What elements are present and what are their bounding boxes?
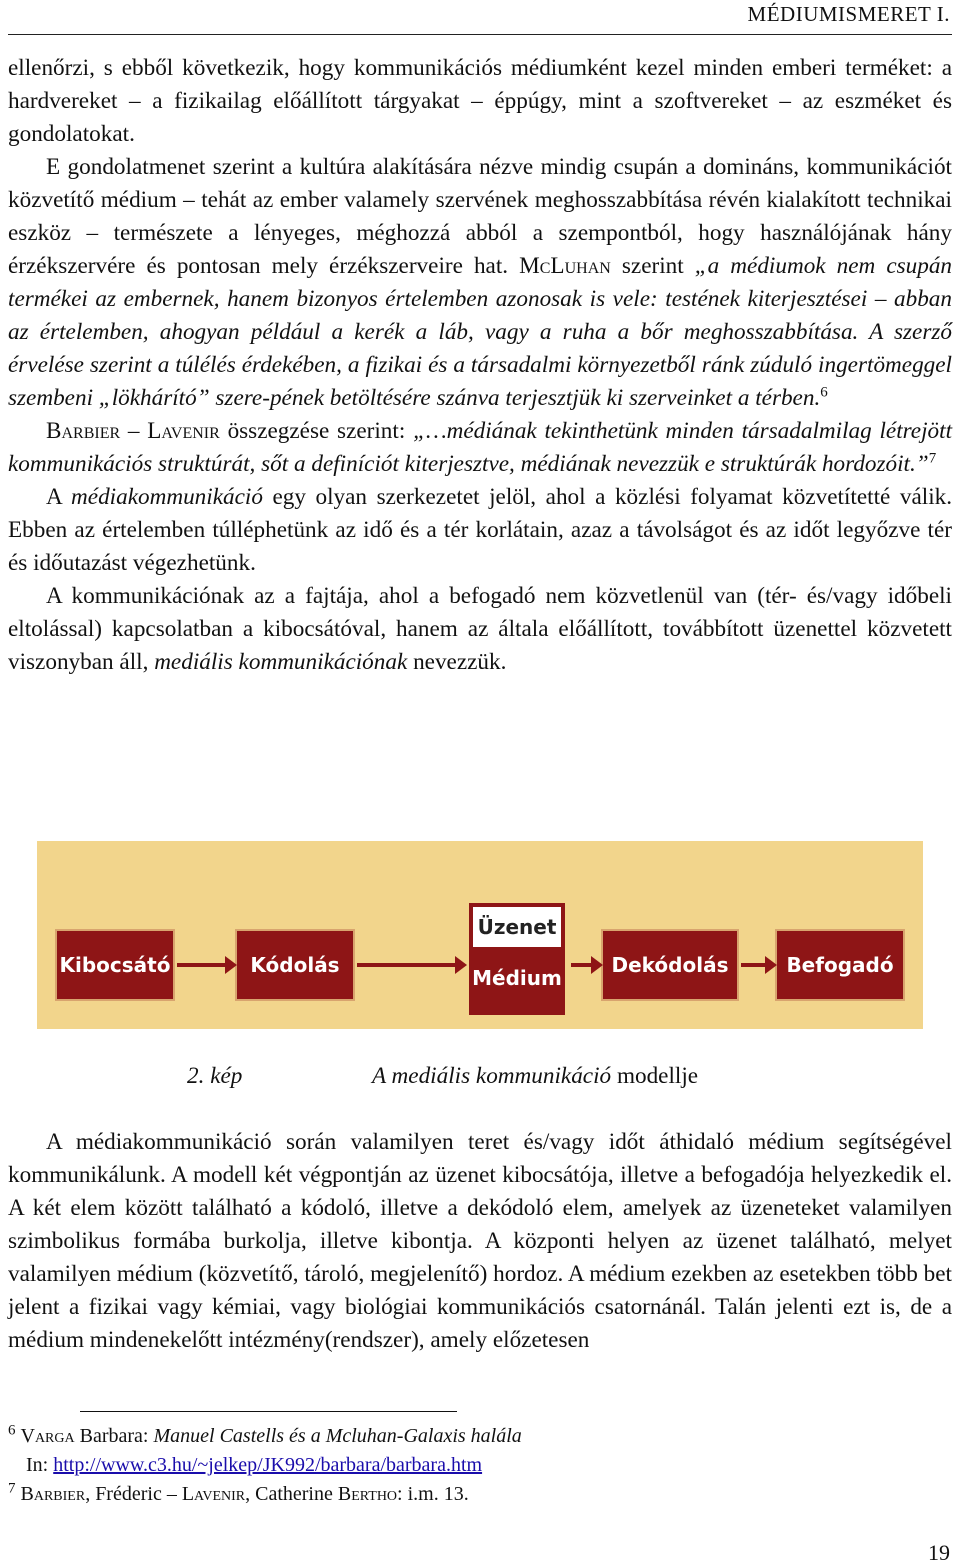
footnote-7-author-3: Bertho: [337, 1483, 398, 1505]
footnote-6: [8, 1422, 948, 1451]
arrow-1: [177, 963, 227, 967]
footnote-7-marker: 7: [8, 1480, 16, 1497]
footnote-ref-6[interactable]: 6: [820, 384, 828, 401]
main-text-2: [8, 1126, 952, 1357]
term-medialis: mediális kommunikációnak: [154, 649, 408, 675]
footnote-6-marker: 6: [8, 1422, 16, 1439]
mcluhan-quote: „a médiumok nem csupán termékei az embernek, hanem bizonyos értelemben azonosak is vele: testének kiterjesztései – abban az értelemben, ahogyan például a kerék a láb, vagy a ruha a bőr meghosszabbítása. A szerző érvelése szerint a túlélés érdekében, a fizikai és a társadalmi környezetből ránk zúduló ingertömeggel szembeni „lökhárító” szere-: [8, 253, 953, 411]
medium-label: Médium: [472, 966, 562, 990]
footnotes: [8, 1422, 948, 1509]
p4-text-a: A: [46, 484, 62, 510]
caption-rest: modellje: [616, 1063, 699, 1089]
footnote-7-author-1: Barbier: [20, 1483, 86, 1505]
header-rule: [8, 34, 952, 35]
footnote-7-author-1-first: , Fréderic –: [85, 1483, 177, 1505]
paragraph-4: [8, 481, 952, 580]
box-kibocsato: Kibocsátó: [57, 931, 173, 999]
box-kodolas: Kódolás: [237, 931, 353, 999]
running-header: MÉDIUMISMERET I.: [747, 2, 950, 26]
paragraph-5: [8, 580, 952, 679]
p4-text-b: egy olyan szerkezetet jelöl, ahol a közlési folyamat közvetítetté válik. Ebben az értelemben túlléphetünk az idő és a tér korlátain, azaz a távolságot és az időt legyőzve tér és időutazást végezhetünk.: [8, 484, 953, 576]
footnote-ref-7[interactable]: 7: [928, 450, 937, 467]
paragraph-6: A médiakommunikáció során valamilyen teret és/vagy időt áthidaló médium segítségével kommunikálunk. A modell két végpontján az üzenet kibocsátója, illetve a befogadója helyezkedik el. A két elem között található a kódoló, illetve a dekódoló elem, amelyek az üzeneteket valamilyen szimbolikus formába burkolja, illetve kibontja. A központi helyen az üzenet található, melyet valamilyen médium (közvetítő, tároló, megjelenítő) hordoz. A médium ezekben az esetekben több bet jelent a fizikai vagy kémiai, vagy biológiai kommunikációs csatornánál. Talán jelenti ezt is, de a médium mindenekelőtt intézmény(rendszer), amely előzetesen: [8, 1129, 952, 1353]
author-mcluhan: McLuhan: [519, 253, 611, 279]
uzenet-label: Üzenet: [473, 907, 561, 947]
footnote-7-author-2-first: , Catherine: [245, 1483, 333, 1505]
footnote-6-in: In:: [26, 1454, 49, 1476]
main-text: [8, 52, 952, 679]
footnote-rule: [80, 1411, 457, 1412]
p5-text-b: nevezzük.: [413, 649, 507, 675]
term-mediakommunikacio: médiakommunikáció: [71, 484, 263, 510]
paragraph-2: [8, 151, 952, 415]
footnote-7-rest: : i.m. 13.: [397, 1483, 469, 1505]
footnote-7: [8, 1480, 948, 1509]
footnote-6-link[interactable]: http://www.c3.hu/~jelkep/JK992/barbara/barbara.htm: [53, 1454, 483, 1476]
footnote-6-firstname: Barbara:: [79, 1425, 149, 1447]
mcluhan-quote-end: pének betöltésére szánva terjesztjük ki szerveinket a térben.: [269, 385, 821, 411]
box-befogado: Befogadó: [777, 931, 903, 999]
p3-text: összegzése szerint:: [227, 418, 406, 444]
footnote-7-author-2: Lavenir: [181, 1483, 246, 1505]
arrow-3: [571, 963, 593, 967]
footnote-6-title: Manuel Castells és a Mcluhan-Galaxis halála: [153, 1425, 522, 1447]
footnote-6-author: Varga: [20, 1425, 75, 1447]
arrow-2: [357, 963, 457, 967]
box-uzenet-medium: [469, 903, 565, 1015]
page-number: 19: [928, 1540, 950, 1565]
author-barbier-lavenir: Barbier – Lavenir: [46, 418, 220, 444]
paragraph-3: [8, 415, 952, 481]
caption-number: 2. kép: [187, 1063, 243, 1089]
caption-text: [372, 1063, 698, 1090]
barbier-quote: „…médiának tekinthetünk minden társadalmilag létrejött kommunikációs struktúrát, sőt a definíciót kiterjesztve, médiának nevezzük e struktúrák hordozóit.”: [8, 418, 953, 477]
box-dekodolas: Dekódolás: [603, 931, 737, 999]
p2-text: E gondolatmenet szerint a kultúra alakítására nézve mindig csupán a domináns, kommunikációt közvetítő médium – tehát az ember valamely szervének meghosszabbítása révén kialakított technikai eszköz – természete a lényeges, méghozzá abból a szempontból, hogy használójának hány érzékszervére és pontosan mely érzékszerveire hat.: [8, 154, 952, 279]
communication-model-figure: [37, 841, 923, 1029]
p2-text-b: szerint: [621, 253, 684, 279]
footnote-6-source: [8, 1451, 948, 1480]
p5-text-a: A kommunikációnak az a fajtája, ahol a befogadó nem közvetlenül van (tér- és/vagy időbeli eltolással) kapcsolatban a kibocsátóval, hanem az általa előállított, továbbított üzenettel közvetett viszonyban áll,: [8, 583, 952, 675]
arrow-4: [741, 963, 767, 967]
caption-italic: A mediális kommunikáció: [372, 1063, 612, 1089]
paragraph-1: ellenőrzi, s ebből következik, hogy kommunikációs médiumként kezel minden emberi terméket: a hardvereket – a fizikailag előállított tárgyakat – éppúgy, mint a szoftvereket – az eszméket és gondolatokat.: [8, 55, 952, 147]
